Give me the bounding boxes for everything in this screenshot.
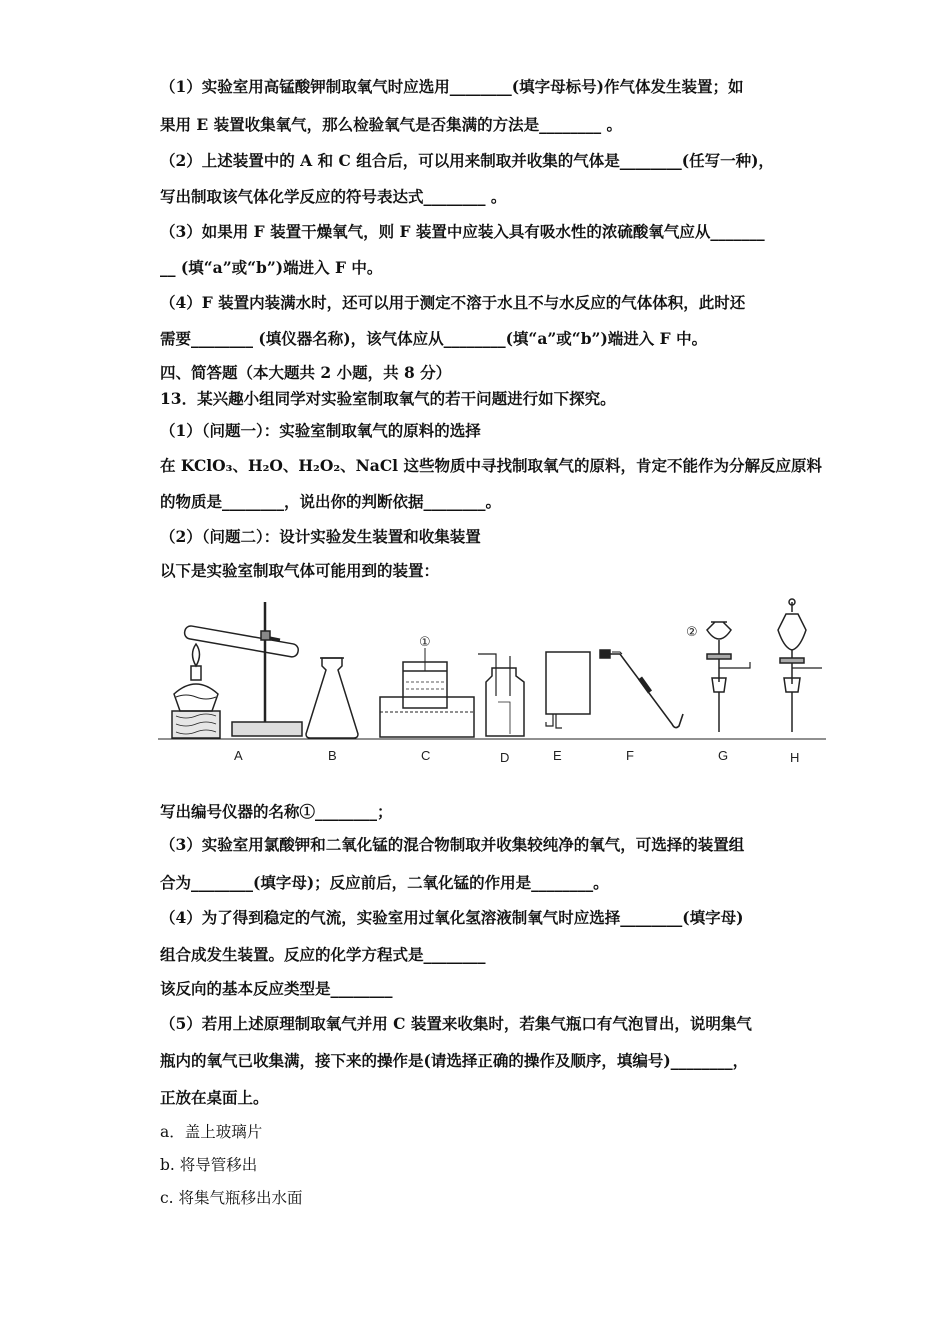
marker-1: ① [419,635,431,650]
option-b: b. 将导管移出 [160,1156,258,1174]
option-a: a．盖上玻璃片 [160,1123,263,1141]
section-heading: 四、简答题（本大题共 2 小题，共 8 分） [160,363,452,382]
text-line: 以下是实验室制取气体可能用到的装置： [160,561,440,580]
apparatus-e [546,652,590,728]
text-line: 瓶内的氧气已收集满，接下来的操作是(请选择正确的操作及顺序，填编号)________， [160,1051,749,1070]
text-line: 的物质是________，说出你的判断依据________。 [160,492,502,511]
text-line: （3）如果用 F 装置干燥氧气，则 F 装置中应装入具有吸水性的浓硫酸氧气应从_______ [160,222,765,241]
question-13-stem: 13．某兴趣小组同学对实验室制取氧气的若干问题进行如下探究。 [160,389,616,408]
text-line: （3）实验室用氯酸钾和二氧化锰的混合物制取并收集较纯净的氧气，可选择的装置组 [160,835,745,854]
text-line: 在 KClO₃、H₂O、H₂O₂、NaCl 这些物质中寻找制取氧气的原料，肯定不能作为分解反应原料 [160,456,822,475]
label-e: E [553,748,562,763]
apparatus-d [478,654,524,736]
apparatus-b [306,658,358,738]
text-line: （2）（问题二）：设计实验发生装置和收集装置 [160,527,481,546]
apparatus-g [686,622,750,732]
text-line: 写出编号仪器的名称①________； [160,802,393,821]
label-f: F [626,748,634,763]
text-line: 该反向的基本反应类型是________ [160,979,393,998]
label-d: D [500,750,510,765]
label-b: B [328,748,337,763]
text-line: （2）上述装置中的 A 和 C 组合后，可以用来制取并收集的气体是________(任写一种)， [160,151,774,170]
text-line: （4）F 装置内装满水时，还可以用于测定不溶于水且不与水反应的气体体积，此时还 [160,293,746,312]
apparatus-figure [158,596,828,771]
text-line: （1）（问题一）：实验室制取氧气的原料的选择 [160,421,481,440]
text-line: 合为________(填字母)；反应前后，二氧化锰的作用是________。 [160,873,609,892]
text-line: 写出制取该气体化学反应的符号表达式________ 。 [160,187,507,206]
label-a: A [234,748,243,763]
label-c: C [421,748,431,763]
label-h: H [790,750,800,765]
text-line: （4）为了得到稳定的气流，实验室用过氧化氢溶液制氧气时应选择________(填字母) [160,908,744,927]
apparatus-c [380,635,474,737]
label-g: G [718,748,729,763]
text-line: 果用 E 装置收集氧气，那么检验氧气是否集满的方法是________ 。 [160,115,623,134]
text-line: 正放在桌面上。 [160,1088,269,1107]
apparatus-a [172,602,302,738]
text-line: 组合成发生装置。反应的化学方程式是________ [160,945,486,964]
apparatus-f [600,650,683,728]
apparatus-h [778,599,822,732]
option-c: c. 将集气瓶移出水面 [160,1189,303,1207]
text-line: 需要________ (填仪器名称)，该气体应从________(填“a”或“b”)端进入 F 中。 [160,329,708,348]
text-line: （5）若用上述原理制取氧气并用 C 装置来收集时，若集气瓶口有气泡冒出，说明集气 [160,1014,752,1033]
text-line: （1）实验室用高锰酸钾制取氧气时应选用________(填字母标号)作气体发生装置；如 [160,77,744,96]
marker-2: ② [686,625,698,640]
text-line: __ (填“a”或“b”)端进入 F 中。 [160,258,383,277]
